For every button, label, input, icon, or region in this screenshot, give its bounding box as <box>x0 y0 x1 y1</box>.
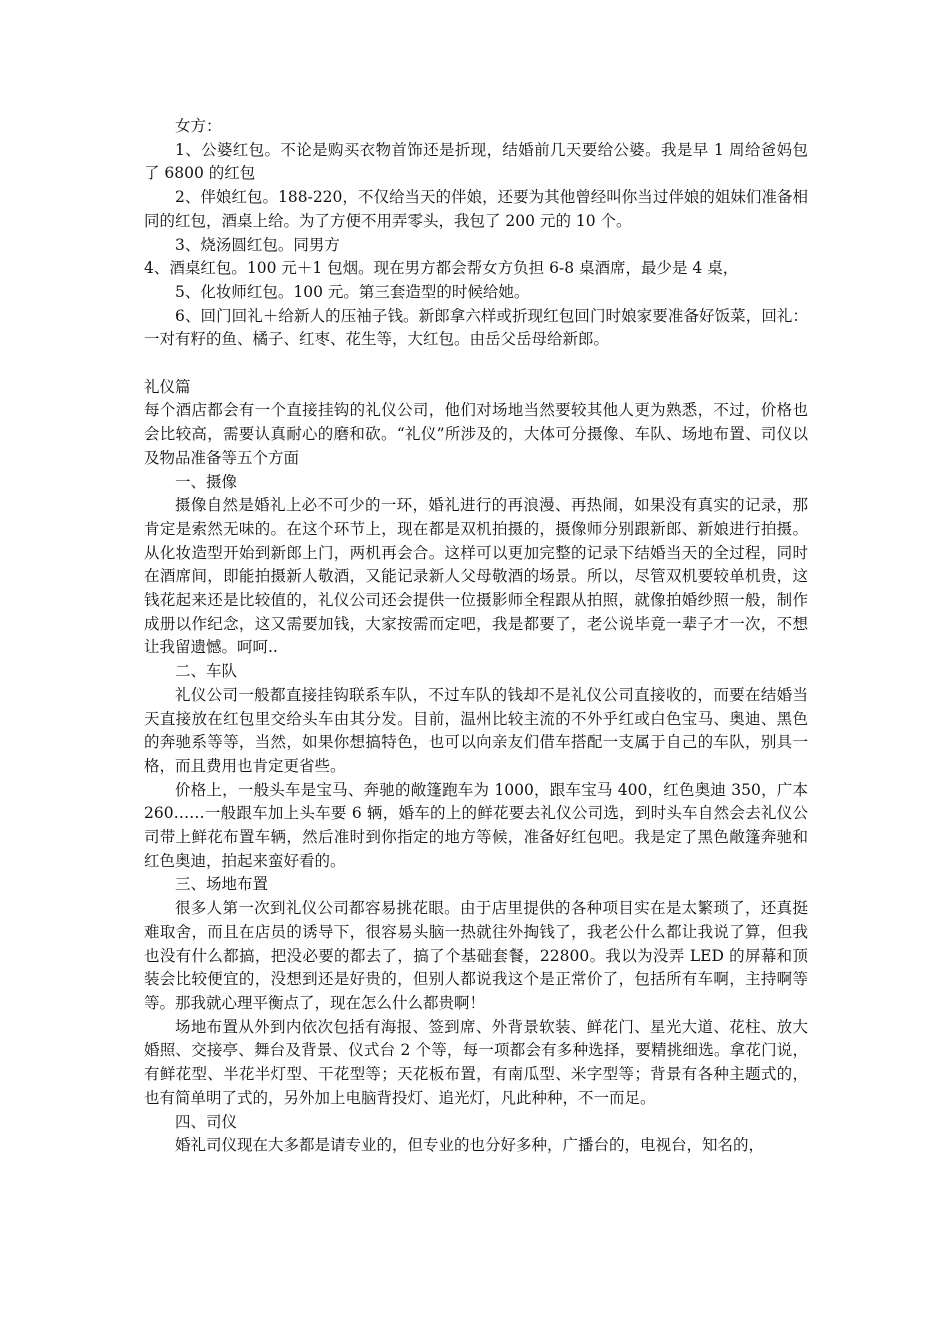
subheading-venue: 三、场地布置 <box>175 875 269 894</box>
subheading-motorcade: 二、车队 <box>175 662 238 681</box>
list-item: 3、烧汤圆红包。同男方 <box>175 235 340 254</box>
paragraph-gap <box>144 352 808 376</box>
list-item: 6、回门回礼＋给新人的压袖子钱。新郎拿六样或折现红包回门时娘家要准备好饭菜，回礼：一对有籽的鱼、橘子、红枣、花生等，大红包。由岳父岳母给新郎。 <box>144 306 808 349</box>
section-heading-bride: 女方： <box>175 117 222 135</box>
paragraph-mc: 婚礼司仪现在大多都是请专业的，但专业的也分好多种，广播台的，电视台，知名的， <box>175 1136 765 1155</box>
paragraph-venue: 很多人第一次到礼仪公司都容易挑花眼。由于店里提供的各种项目实在是太繁琐了，还真挺难取舍，而且在店员的诱导下，很容易头脑一热就往外掏钱了，我老公什么都让我说了算，但我也没有什么都搞，把没必要的都去了，搞了个基础套餐，22800。我以为没弄 LED 的屏幕和顶装会比较便宜的，没想到还是好贵的，但别人都说我这个是正常价了，包括所有车啊，主持啊等等。那我就心理平衡点了，现在怎么什么都贵啊！ <box>144 899 808 1012</box>
intro-paragraph: 每个酒店都会有一个直接挂钩的礼仪公司，他们对场地当然要较其他人更为熟悉，不过，价格也会比较高，需要认真耐心的磨和砍。“礼仪”所涉及的，大体可分摄像、车队、场地布置、司仪以及物品准备等五个方面 <box>144 401 808 467</box>
paragraph-venue-items: 场地布置从外到内依次包括有海报、签到席、外背景软装、鲜花门、星光大道、花柱、放大婚照、交接亭、舞台及背景、仪式台 2 个等，每一项都会有多种选择，要精挑细选。拿花门说，有鲜花型、半花半灯型、干花型等；天花板布置，有南瓜型、米字型等；背景有各种主题式的，也有简单明了式的，另外加上电脑背投灯、追光灯，凡此种种，不一而足。 <box>144 1017 808 1107</box>
subheading-mc: 四、司仪 <box>175 1112 238 1131</box>
list-item: 4、酒桌红包。100 元＋1 包烟。现在男方都会帮女方负担 6-8 桌酒席，最少是 4 桌， <box>144 259 739 278</box>
list-item: 1、公婆红包。不论是购买衣物首饰还是折现，结婚前几天要给公婆。我是早 1 周给爸妈包了 6800 的红包 <box>144 140 808 183</box>
section-title-etiquette: 礼仪篇 <box>144 377 191 396</box>
paragraph-motorcade-price: 价格上，一般头车是宝马、奔驰的敞篷跑车为 1000，跟车宝马 400，红色奥迪 350，广本 260……一般跟车加上头车要 6 辆，婚车的上的鲜花要去礼仪公司选，到时头车自然会去礼仪公司带上鲜花布置车辆，然后准时到你指定的地方等候，准备好红包吧。我是定了黑色敞篷奔驰和红色奥迪，拍起来蛮好看的。 <box>144 780 808 870</box>
paragraph-motorcade: 礼仪公司一般都直接挂钩联系车队，不过车队的钱却不是礼仪公司直接收的，而要在结婚当天直接放在红包里交给头车由其分发。目前，温州比较主流的不外乎红或白色宝马、奥迪、黑色的奔驰系等等，当然，如果你想搞特色，也可以向亲友们借车搭配一支属于自己的车队，别具一格，而且费用也肯定更省些。 <box>144 685 808 775</box>
document-page <box>144 115 808 1158</box>
paragraph-photography: 摄像自然是婚礼上必不可少的一环，婚礼进行的再浪漫、再热闹，如果没有真实的记录，那肯定是索然无味的。在这个环节上，现在都是双机拍摄的，摄像师分别跟新郎、新娘进行拍摄。从化妆造型开始到新郎上门，两机再会合。这样可以更加完整的记录下结婚当天的全过程，同时在酒席间，即能拍摄新人敬酒，又能记录新人父母敬酒的场景。所以，尽管双机要较单机贵，这钱花起来还是比较值的，礼仪公司还会提供一位摄影师全程跟从拍照，就像拍婚纱照一般，制作成册以作纪念，这又需要加钱，大家按需而定吧，我是都要了，老公说毕竟一辈子才一次，不想让我留遗憾。呵呵.. <box>144 496 808 657</box>
list-item: 5、化妆师红包。100 元。第三套造型的时候给她。 <box>175 282 530 301</box>
list-item: 2、伴娘红包。188-220，不仅给当天的伴娘，还要为其他曾经叫你当过伴娘的姐妹们准备相同的红包，酒桌上给。为了方便不用弄零头，我包了 200 元的 10 个。 <box>144 188 808 230</box>
subheading-photography: 一、摄像 <box>175 472 238 491</box>
